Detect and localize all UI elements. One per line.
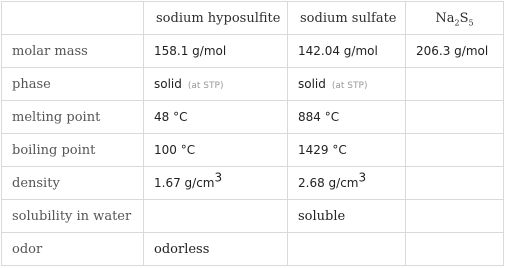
boiling-point-na2s5 — [406, 134, 504, 167]
melting-point-sodium-hyposulfite — [144, 101, 288, 134]
value: solid — [298, 76, 326, 91]
formula-s: S — [459, 10, 469, 26]
header-row — [2, 2, 504, 35]
phase-na2s5 — [406, 68, 504, 101]
row-label-odor: odor — [2, 233, 144, 266]
properties-table — [1, 1, 504, 266]
value: soluble — [298, 208, 346, 224]
row-odor — [2, 233, 504, 266]
solubility-na2s5 — [406, 200, 504, 233]
stp-note: (at STP) — [331, 80, 368, 91]
solubility-sodium-hyposulfite — [144, 200, 288, 233]
row-phase — [2, 68, 504, 101]
value: 206.3 g/mol — [416, 43, 489, 58]
row-label-phase: phase — [2, 68, 144, 101]
row-solubility-in-water — [2, 200, 504, 233]
odor-na2s5 — [406, 233, 504, 266]
formula-sub-2: 2 — [454, 18, 460, 28]
row-label-molar-mass: molar mass — [2, 35, 144, 68]
value: 1.67 g/cm — [154, 175, 215, 190]
header-na2s5 — [406, 2, 504, 35]
value: 48 °C — [154, 109, 188, 124]
molar-mass-sodium-hyposulfite — [144, 35, 288, 68]
molar-mass-na2s5 — [406, 35, 504, 68]
row-label-melting-point: melting point — [2, 101, 144, 134]
formula-na: Na — [435, 10, 455, 26]
row-label-boiling-point: boiling point — [2, 134, 144, 167]
value: solid — [154, 76, 182, 91]
value: 100 °C — [154, 142, 196, 157]
row-label-solubility-in-water: solubility in water — [2, 200, 144, 233]
header-blank-cell — [2, 2, 144, 35]
odor-sodium-hyposulfite — [144, 233, 288, 266]
stp-note: (at STP) — [187, 80, 224, 91]
melting-point-na2s5 — [406, 101, 504, 134]
row-boiling-point — [2, 134, 504, 167]
phase-sodium-hyposulfite — [144, 68, 288, 101]
row-molar-mass — [2, 35, 504, 68]
solubility-sodium-sulfate — [288, 200, 406, 233]
phase-sodium-sulfate — [288, 68, 406, 101]
melting-point-sodium-sulfate — [288, 101, 406, 134]
boiling-point-sodium-hyposulfite — [144, 134, 288, 167]
header-sodium-sulfate: sodium sulfate — [288, 2, 406, 35]
value: odorless — [154, 241, 210, 257]
value: 2.68 g/cm — [298, 175, 359, 190]
unit-exponent: 3 — [214, 170, 223, 185]
value: 1429 °C — [298, 142, 347, 157]
odor-sodium-sulfate — [288, 233, 406, 266]
row-melting-point — [2, 101, 504, 134]
density-na2s5 — [406, 167, 504, 200]
density-sodium-hyposulfite — [144, 167, 288, 200]
formula-sub-5: 5 — [468, 18, 474, 28]
header-sodium-hyposulfite: sodium hyposulfite — [144, 2, 288, 35]
molar-mass-sodium-sulfate — [288, 35, 406, 68]
unit-exponent: 3 — [358, 170, 367, 185]
density-sodium-sulfate — [288, 167, 406, 200]
row-density — [2, 167, 504, 200]
value: 142.04 g/mol — [298, 43, 378, 58]
value: 884 °C — [298, 109, 340, 124]
boiling-point-sodium-sulfate — [288, 134, 406, 167]
value: 158.1 g/mol — [154, 43, 227, 58]
row-label-density: density — [2, 167, 144, 200]
